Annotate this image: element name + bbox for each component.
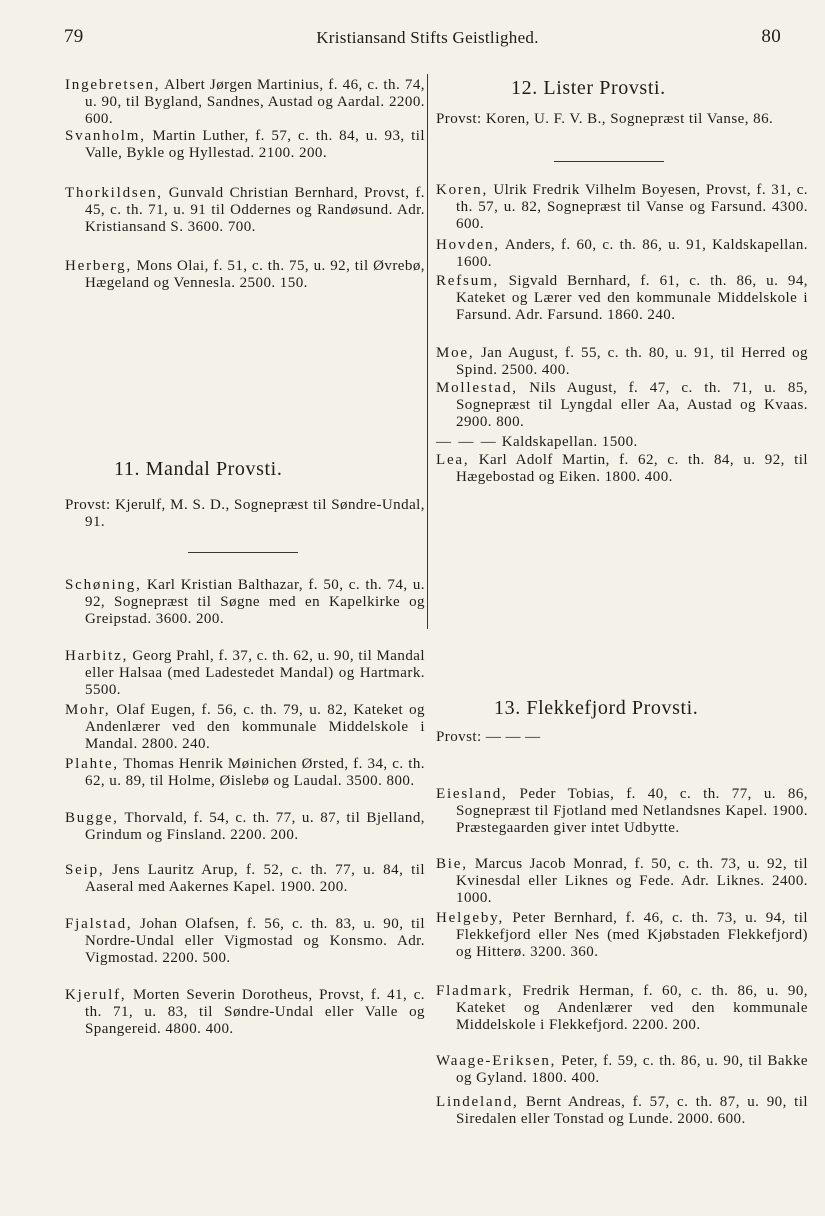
entry-text: Martin Luther, f. 57, c. th. 84, u. 93, til Valle, Bykle og Hyllestad. 2100. 200. bbox=[85, 128, 425, 161]
entry bbox=[436, 182, 808, 233]
entry bbox=[436, 910, 808, 961]
entry-text: Marcus Jacob Monrad, f. 50, c. th. 73, u. 92, til Kvinesdal eller Liknes og Fede. Adr. Liknes. 2400. 1000. bbox=[456, 856, 808, 906]
entry bbox=[436, 380, 808, 431]
entry-text: Peter Bernhard, f. 46, c. th. 73, u. 94, til Flekkefjord eller Nes (med Kjøbstaden Flekkefjord) og Hitterø. 3200. 360. bbox=[456, 910, 808, 960]
entry-text: Thomas Henrik Møinichen Ørsted, f. 34, c. th. 62, u. 89, til Holme, Øislebø og Laudal. 3500. 800. bbox=[85, 756, 425, 789]
section-title-13: 13. Flekkefjord Provsti. bbox=[494, 697, 699, 719]
entry bbox=[436, 1094, 808, 1128]
entry bbox=[65, 987, 425, 1038]
entry bbox=[65, 810, 425, 844]
entry bbox=[436, 345, 808, 379]
entry bbox=[436, 273, 808, 324]
entry-name: Harbitz, bbox=[65, 648, 129, 664]
entry-name: Koren, bbox=[436, 182, 489, 198]
section-title-11: 11. Mandal Provsti. bbox=[114, 458, 283, 480]
entry-text: Karl Kristian Balthazar, f. 50, c. th. 74, u. 92, Sognepræst til Søgne med en Kapelkirke og Greipstad. 3600. 200. bbox=[85, 577, 425, 627]
entry-name: Mollestad, bbox=[436, 380, 518, 396]
entry-text: Morten Severin Dorotheus, Provst, f. 41, c. th. 71, u. 83, til Søndre-Undal eller Valle og Spangereid. 4800. 400. bbox=[85, 987, 425, 1037]
entry-name: Herberg, bbox=[65, 258, 133, 274]
entry bbox=[65, 702, 425, 753]
entry-name: Bugge, bbox=[65, 810, 119, 826]
running-header bbox=[64, 26, 791, 58]
entry-text: Anders, f. 60, c. th. 86, u. 91, Kaldskapellan. 1600. bbox=[456, 237, 808, 270]
entry bbox=[436, 856, 808, 907]
provst-line-12: Provst: Koren, U. F. V. B., Sognepræst til Vanse, 86. bbox=[436, 111, 774, 127]
entry-name: Moe, bbox=[436, 345, 475, 361]
entry-name: Bie, bbox=[436, 856, 468, 872]
entry-name: Thorkildsen, bbox=[65, 185, 163, 201]
entry-text: Olaf Eugen, f. 56, c. th. 79, u. 82, Kateket og Andenlærer ved den kommunale Middelskole i Mandal. 2800. 240. bbox=[85, 702, 425, 752]
entry bbox=[436, 237, 808, 271]
entry-text: Albert Jørgen Martinius, f. 46, c. th. 74, u. 90, til Bygland, Sandnes, Austad og Aardal. 2200. 600. bbox=[85, 77, 425, 127]
entry-name: Schøning, bbox=[65, 577, 142, 593]
page-number-right: 80 bbox=[761, 26, 781, 47]
entry-text: Karl Adolf Martin, f. 62, c. th. 84, u. 92, til Hægebostad og Eiken. 1800. 400. bbox=[456, 452, 808, 485]
entry bbox=[436, 786, 808, 837]
entry bbox=[436, 452, 808, 486]
entry bbox=[436, 983, 808, 1034]
entry-text: Gunvald Christian Bernhard, Provst, f. 45, c. th. 71, u. 91 til Oddernes og Randøsund. Adr. Kristiansand S. 3600. 700. bbox=[85, 185, 425, 235]
entry-name: Lea, bbox=[436, 452, 470, 468]
entry bbox=[65, 916, 425, 967]
entry-text: Sigvald Bernhard, f. 61, c. th. 86, u. 94, Kateket og Lærer ved den kommunale Middelskole i Farsund. Adr. Farsund. 1860. 240. bbox=[456, 273, 808, 323]
entry-name: Fjalstad, bbox=[65, 916, 133, 932]
entry-name: Svanholm, bbox=[65, 128, 146, 144]
entry-name: Refsum, bbox=[436, 273, 500, 289]
entry-name: Helgeby, bbox=[436, 910, 504, 926]
entry-name: — — — bbox=[436, 434, 498, 450]
section-title-12: 12. Lister Provsti. bbox=[511, 77, 666, 99]
entry bbox=[65, 258, 425, 292]
entry-name: Plahte, bbox=[65, 756, 119, 772]
entry bbox=[65, 77, 425, 128]
section-divider bbox=[188, 552, 298, 553]
entry bbox=[436, 1053, 808, 1087]
page-number-left: 79 bbox=[64, 26, 84, 47]
entry-name: Seip, bbox=[65, 862, 105, 878]
entry bbox=[65, 756, 425, 790]
entry-text: Bernt Andreas, f. 57, c. th. 87, u. 90, til Siredalen eller Tonstad og Lunde. 2000. 600. bbox=[456, 1094, 808, 1127]
column-rule bbox=[427, 74, 428, 629]
entry-text: Peder Tobias, f. 40, c. th. 77, u. 86, Sognepræst til Fjotland med Netlandsnes Kapel. 1900. Præstegaarden giver intet Udbytte. bbox=[456, 786, 808, 836]
entry-name: Eiesland, bbox=[436, 786, 508, 802]
section-divider bbox=[554, 161, 664, 162]
provst-line-11: Provst: Kjerulf, M. S. D., Sognepræst til Søndre-Undal, 91. bbox=[65, 497, 425, 530]
entry-text: Johan Olafsen, f. 56, c. th. 83, u. 90, til Nordre-Undal eller Vigmostad og Konsmo. Adr. Vigmostad. 2200. 500. bbox=[85, 916, 425, 966]
entry-name: Kjerulf, bbox=[65, 987, 127, 1003]
entry-name: Waage-Eriksen, bbox=[436, 1053, 557, 1069]
entry-text: Jan August, f. 55, c. th. 80, u. 91, til Herred og Spind. 2500. 400. bbox=[456, 345, 808, 378]
entry-name: Mohr, bbox=[65, 702, 111, 718]
entry bbox=[65, 128, 425, 162]
entry bbox=[65, 577, 425, 628]
entry bbox=[65, 862, 425, 896]
entry-text: Fredrik Herman, f. 60, c. th. 86, u. 90, Kateket og Andenlærer ved den kommunale Middelskole i Flekkefjord. 2200. 200. bbox=[456, 983, 808, 1033]
entry bbox=[436, 434, 808, 451]
entry-text: Mons Olai, f. 51, c. th. 75, u. 92, til Øvrebø, Hægeland og Vennesla. 2500. 150. bbox=[85, 258, 425, 291]
running-title: Kristiansand Stifts Geistlighed. bbox=[316, 28, 539, 47]
entry-text: Peter, f. 59, c. th. 86, u. 90, til Bakke og Gyland. 1800. 400. bbox=[456, 1053, 808, 1086]
entry bbox=[65, 185, 425, 236]
entry-name: Hovden, bbox=[436, 237, 500, 253]
entry-text: Georg Prahl, f. 37, c. th. 62, u. 90, til Mandal eller Halsaa (med Ladestedet Mandal) og Hartmark. 5500. bbox=[85, 648, 425, 698]
entry-text: Nils August, f. 47, c. th. 71, u. 85, Sognepræst til Lyngdal eller Aa, Austad og Kvaas. 2900. 800. bbox=[456, 380, 808, 430]
provst-line-13: Provst: — — — bbox=[436, 729, 541, 745]
entry-name: Ingebretsen, bbox=[65, 77, 161, 93]
entry-name: Lindeland, bbox=[436, 1094, 519, 1110]
entry-text: Kaldskapellan. 1500. bbox=[497, 434, 638, 450]
entry-name: Fladmark, bbox=[436, 983, 514, 999]
entry bbox=[65, 648, 425, 699]
entry-text: Jens Lauritz Arup, f. 52, c. th. 77, u. 84, til Aaseral med Aakernes Kapel. 1900. 200. bbox=[85, 862, 425, 895]
entry-text: Thorvald, f. 54, c. th. 77, u. 87, til Bjelland, Grindum og Finsland. 2200. 200. bbox=[85, 810, 425, 843]
entry-text: Ulrik Fredrik Vilhelm Boyesen, Provst, f. 31, c. th. 57, u. 82, Sognepræst til Vanse og Farsund. 4300. 600. bbox=[456, 182, 808, 232]
